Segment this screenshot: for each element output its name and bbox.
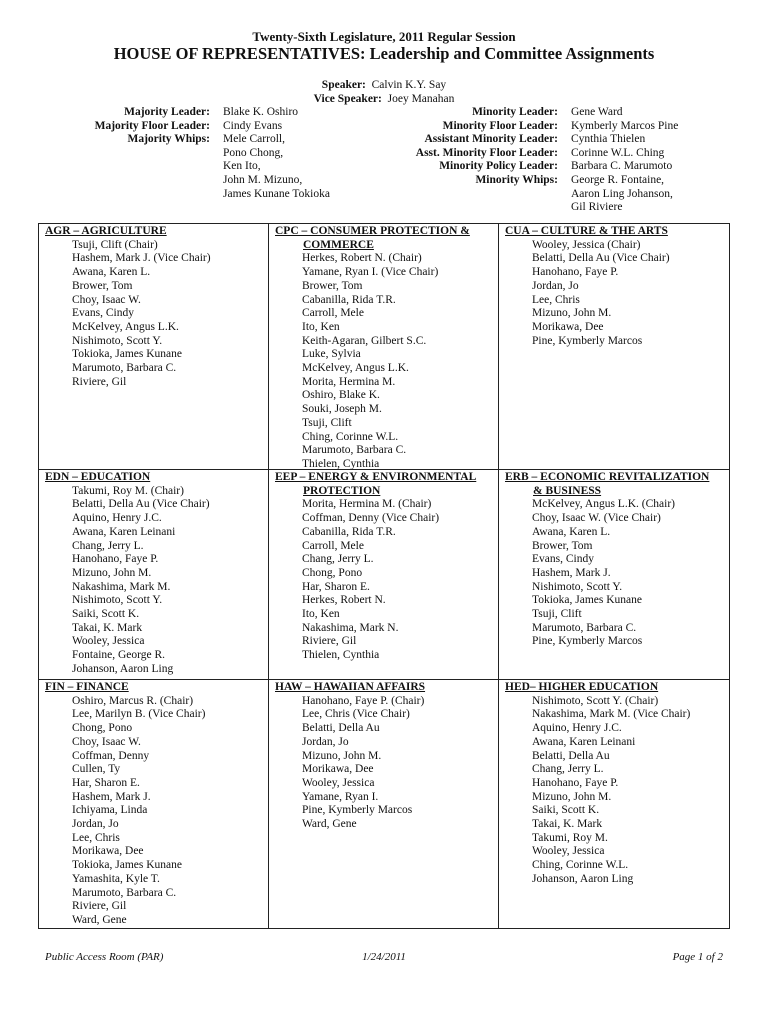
committee-title: [39, 681, 268, 695]
speaker-label: Speaker:: [321, 79, 366, 91]
committee-member: Souki, Joseph M.: [302, 403, 382, 416]
footer-source: Public Access Room (PAR): [45, 951, 164, 963]
committee-member: Har, Sharon E.: [302, 580, 370, 593]
committee-member: Takumi, Roy M.: [532, 831, 608, 844]
minority-row: [368, 106, 678, 120]
committee-member: Yamashita, Kyle T.: [72, 872, 160, 885]
majority-names: [223, 133, 330, 201]
speaker-name: Calvin K.Y. Say: [371, 79, 447, 91]
committee-members: [269, 695, 498, 832]
committee-member: Oshiro, Marcus R. (Chair): [72, 694, 194, 707]
committee-member: Marumoto, Barbara C.: [532, 621, 637, 634]
footer-page-number: Page 1 of 2: [672, 951, 723, 963]
minority-row: [368, 120, 678, 134]
committee-member: Marumoto, Barbara C.: [302, 444, 407, 457]
committee-member: Saiki, Scott K.: [532, 804, 600, 817]
majority-name: James Kunane Tokioka: [223, 187, 330, 200]
committee-member: Pine, Kymberly Marcos: [532, 635, 643, 648]
committee-member: Coffman, Denny (Vice Chair): [302, 512, 440, 525]
committee-member: Lee, Chris (Vice Chair): [302, 708, 410, 721]
majority-name: Mele Carroll,: [223, 133, 285, 146]
committee-member: Tokioka, James Kunane: [72, 348, 183, 361]
committee-member: Har, Sharon E.: [72, 776, 140, 789]
committee-member: Tsuji, Clift: [302, 416, 352, 429]
committee-members: [269, 498, 498, 662]
majority-names: [223, 120, 282, 134]
committee-member: Lee, Chris: [532, 293, 580, 306]
committee-members: [499, 695, 729, 887]
minority-title: Minority Floor Leader:: [442, 119, 558, 132]
committee-member: Tokioka, James Kunane: [72, 859, 183, 872]
committee-member: Wooley, Jessica: [532, 845, 605, 858]
majority-name: Blake K. Oshiro: [223, 106, 299, 118]
committee-member: Hashem, Mark J.: [72, 790, 151, 803]
committee-member: Thielen, Cynthia: [302, 649, 380, 662]
committee-member: Choy, Isaac W. (Vice Chair): [532, 512, 661, 525]
committee-cell: [39, 680, 269, 928]
committee-member: Yamane, Ryan I.: [302, 790, 379, 803]
committee-member: Fontaine, George R.: [72, 649, 166, 662]
committee-cell: [39, 224, 269, 470]
committee-member: McKelvey, Angus L.K. (Chair): [532, 498, 675, 511]
committee-member: Marumoto, Barbara C.: [72, 362, 177, 375]
committee-member: Nishimoto, Scott Y.: [72, 334, 163, 347]
minority-row: [368, 174, 678, 215]
committee-title-text: CPC – CONSUMER PROTECTION &: [275, 225, 470, 237]
committee-member: Morikawa, Dee: [532, 320, 604, 333]
committee-cell: [269, 680, 499, 928]
committee-title-text: CUA – CULTURE & THE ARTS: [505, 225, 668, 237]
majority-name: Pono Chong,: [223, 146, 284, 159]
committee-title: [269, 681, 498, 695]
committee-member: Chong, Pono: [302, 566, 363, 579]
minority-title: Minority Policy Leader:: [439, 160, 558, 173]
committee-member: Riviere, Gil: [72, 900, 127, 913]
vice-speaker-label: Vice Speaker:: [313, 92, 382, 105]
committee-member: Cabanilla, Rida T.R.: [302, 525, 396, 538]
committee-cell: [269, 224, 499, 470]
minority-name: Gil Riviere: [571, 201, 623, 214]
committee-member: Awana, Karen Leinani: [532, 735, 636, 748]
committee-member: Tokioka, James Kunane: [532, 594, 643, 607]
committee-member: Jordan, Jo: [72, 818, 119, 831]
minority-names: [571, 106, 623, 120]
minority-leadership: [368, 106, 678, 215]
session-title: Twenty-Sixth Legislature, 2011 Regular Session: [252, 29, 516, 44]
majority-leadership: [40, 106, 330, 201]
committee-member: McKelvey, Angus L.K.: [302, 362, 409, 375]
committee-member: Belatti, Della Au (Vice Chair): [532, 252, 670, 265]
committee-member: Mizuno, John M.: [532, 790, 612, 803]
committee-member: Hanohano, Faye P.: [532, 776, 619, 789]
committee-member: Chang, Jerry L.: [302, 553, 374, 566]
committee-member: Thielen, Cynthia: [302, 457, 380, 470]
committee-member: Awana, Karen Leinani: [72, 525, 176, 538]
committee-title: [499, 681, 729, 695]
committee-member: Ching, Corinne W.L.: [302, 430, 399, 443]
committee-title-text: EDN – EDUCATION: [45, 471, 151, 483]
vice-speaker-row: [0, 93, 768, 107]
committee-cell: [269, 470, 499, 680]
majority-name: Ken Ito,: [223, 160, 261, 173]
minority-names: [571, 133, 645, 147]
majority-name: Cindy Evans: [223, 119, 283, 132]
minority-names: [571, 160, 672, 174]
committee-member: Nishimoto, Scott Y.: [532, 580, 623, 593]
committee-member: Jordan, Jo: [532, 279, 579, 292]
majority-title: Majority Floor Leader:: [94, 119, 210, 132]
committee-cell: [39, 470, 269, 680]
committee-member: Nishimoto, Scott Y.: [72, 594, 163, 607]
committee-member: Herkes, Robert N.: [302, 594, 386, 607]
committee-member: Evans, Cindy: [72, 307, 134, 320]
committee-title: [39, 225, 268, 239]
committee-title: [39, 471, 268, 485]
committee-member: Brower, Tom: [532, 539, 593, 552]
committee-title-text: HAW – HAWAIIAN AFFAIRS: [275, 681, 426, 693]
majority-row: [40, 120, 330, 134]
minority-name: Cynthia Thielen: [571, 133, 646, 146]
minority-name: Aaron Ling Johanson,: [571, 187, 673, 200]
committee-member: Chang, Jerry L.: [72, 539, 144, 552]
committee-member: Morita, Hermina M. (Chair): [302, 498, 432, 511]
committee-title-text: HED– HIGHER EDUCATION: [505, 681, 659, 693]
committee-member: Wooley, Jessica (Chair): [532, 238, 641, 251]
committee-member: Oshiro, Blake K.: [302, 389, 380, 402]
committee-member: McKelvey, Angus L.K.: [72, 320, 179, 333]
committee-member: Nakashima, Mark N.: [302, 621, 399, 634]
committee-members: [39, 485, 268, 677]
committee-member: Aquino, Henry J.C.: [532, 722, 622, 735]
committee-cell: [499, 224, 729, 470]
committee-title-text: FIN – FINANCE: [45, 681, 129, 693]
committee-member: Carroll, Mele: [302, 539, 364, 552]
committee-member: Pine, Kymberly Marcos: [302, 804, 413, 817]
committee-cell: [499, 470, 729, 680]
vice-speaker-name: Joey Manahan: [387, 92, 455, 105]
committee-member: Saiki, Scott K.: [72, 608, 140, 621]
minority-title: Minority Leader:: [472, 106, 558, 118]
committee-member: Takai, K. Mark: [532, 818, 603, 831]
document-title: HOUSE OF REPRESENTATIVES: Leadership and Committee Assignments: [113, 44, 655, 63]
committee-members: [499, 239, 729, 349]
majority-title: Majority Leader:: [124, 106, 210, 118]
committee-member: Choy, Isaac W.: [72, 293, 141, 306]
committee-member: Jordan, Jo: [302, 735, 349, 748]
committee-member: Morikawa, Dee: [302, 763, 374, 776]
minority-row: [368, 133, 678, 147]
committee-member: Takai, K. Mark: [72, 621, 143, 634]
minority-name: Corinne W.L. Ching: [571, 146, 665, 159]
committee-member: Ichiyama, Linda: [72, 804, 148, 817]
committee-member: Wooley, Jessica: [302, 776, 375, 789]
minority-row: [368, 147, 678, 161]
committee-title: [499, 225, 729, 239]
committee-member: Chang, Jerry L.: [532, 763, 604, 776]
committee-member: Nakashima, Mark M.: [72, 580, 171, 593]
committee-member: Mizuno, John M.: [72, 566, 152, 579]
committee-member: Lee, Marilyn B. (Vice Chair): [72, 708, 206, 721]
minority-names: [571, 120, 678, 134]
committee-member: Hashem, Mark J. (Vice Chair): [72, 252, 211, 265]
committee-member: Nishimoto, Scott Y. (Chair): [532, 694, 659, 707]
committee-title-continued: COMMERCE: [303, 238, 374, 251]
committee-title-text: AGR – AGRICULTURE: [45, 225, 167, 237]
committee-member: Belatti, Della Au (Vice Chair): [72, 498, 210, 511]
committee-member: Ward, Gene: [72, 913, 127, 926]
minority-name: Gene Ward: [571, 106, 623, 118]
committee-member: Johanson, Aaron Ling: [532, 872, 634, 885]
committee-member: Johanson, Aaron Ling: [72, 662, 174, 675]
committee-table: [38, 223, 730, 929]
committee-member: Cullen, Ty: [72, 763, 121, 776]
minority-names: [571, 147, 664, 161]
committee-cell: [499, 680, 729, 928]
committee-member: Wooley, Jessica: [72, 635, 145, 648]
minority-names: [571, 174, 673, 215]
committee-member: Morikawa, Dee: [72, 845, 144, 858]
minority-title: Assistant Minority Leader:: [424, 133, 558, 146]
committee-title-continued: PROTECTION: [303, 484, 381, 497]
committee-member: Hashem, Mark J.: [532, 566, 611, 579]
committee-members: [39, 695, 268, 928]
majority-title: Majority Whips:: [127, 133, 210, 146]
committee-member: Hanohano, Faye P. (Chair): [302, 694, 425, 707]
majority-row: [40, 133, 330, 201]
committee-member: Hanohano, Faye P.: [532, 266, 619, 279]
committee-member: Mizuno, John M.: [532, 307, 612, 320]
committee-member: Mizuno, John M.: [302, 749, 382, 762]
minority-title: Asst. Minority Floor Leader:: [415, 146, 558, 159]
minority-name: Kymberly Marcos Pine: [571, 119, 679, 132]
committee-member: Takumi, Roy M. (Chair): [72, 484, 184, 497]
committee-member: Hanohano, Faye P.: [72, 553, 159, 566]
committee-member: Brower, Tom: [302, 279, 363, 292]
committee-member: Riviere, Gil: [302, 635, 357, 648]
footer-date: 1/24/2011: [362, 951, 406, 963]
majority-name: John M. Mizuno,: [223, 173, 303, 186]
committee-member: Marumoto, Barbara C.: [72, 886, 177, 899]
committee-member: Tsuji, Clift: [532, 608, 582, 621]
committee-member: Awana, Karen L.: [72, 266, 151, 279]
committee-member: Brower, Tom: [72, 279, 133, 292]
committee-member: Herkes, Robert N. (Chair): [302, 252, 422, 265]
minority-title: Minority Whips:: [475, 173, 558, 186]
minority-row: [368, 160, 678, 174]
committee-title: [269, 225, 498, 252]
committee-member: Coffman, Denny: [72, 749, 150, 762]
speaker-row: [0, 79, 768, 93]
committee-member: Aquino, Henry J.C.: [72, 512, 162, 525]
committee-member: Pine, Kymberly Marcos: [532, 334, 643, 347]
committee-member: Belatti, Della Au: [302, 722, 380, 735]
committee-member: Luke, Sylvia: [302, 348, 361, 361]
committee-member: Yamane, Ryan I. (Vice Chair): [302, 266, 439, 279]
committee-title-text: EEP – ENERGY & ENVIRONMENTAL: [275, 471, 477, 483]
committee-member: Nakashima, Mark M. (Vice Chair): [532, 708, 691, 721]
committee-member: Chong, Pono: [72, 722, 133, 735]
committee-member: Morita, Hermina M.: [302, 375, 396, 388]
minority-name: Barbara C. Marumoto: [571, 160, 673, 173]
committee-title-continued: & BUSINESS: [533, 484, 602, 497]
committee-member: Ching, Corinne W.L.: [532, 859, 629, 872]
committee-title: [499, 471, 729, 498]
majority-row: [40, 106, 330, 120]
committee-members: [499, 498, 729, 649]
committee-members: [39, 239, 268, 390]
committee-member: Keith-Agaran, Gilbert S.C.: [302, 334, 427, 347]
committee-title: [269, 471, 498, 498]
committee-member: Awana, Karen L.: [532, 525, 611, 538]
committee-title-text: ERB – ECONOMIC REVITALIZATION: [505, 471, 710, 483]
committee-member: Carroll, Mele: [302, 307, 364, 320]
committee-member: Ward, Gene: [302, 818, 357, 831]
committee-member: Lee, Chris: [72, 831, 120, 844]
committee-member: Ito, Ken: [302, 320, 340, 333]
committee-member: Riviere, Gil: [72, 375, 127, 388]
committee-member: Tsuji, Clift (Chair): [72, 238, 158, 251]
minority-name: George R. Fontaine,: [571, 173, 665, 186]
committee-member: Evans, Cindy: [532, 553, 594, 566]
committee-member: Cabanilla, Rida T.R.: [302, 293, 396, 306]
committee-member: Choy, Isaac W.: [72, 735, 141, 748]
committee-members: [269, 252, 498, 470]
committee-member: Belatti, Della Au: [532, 749, 610, 762]
majority-names: [223, 106, 298, 120]
committee-member: Ito, Ken: [302, 608, 340, 621]
